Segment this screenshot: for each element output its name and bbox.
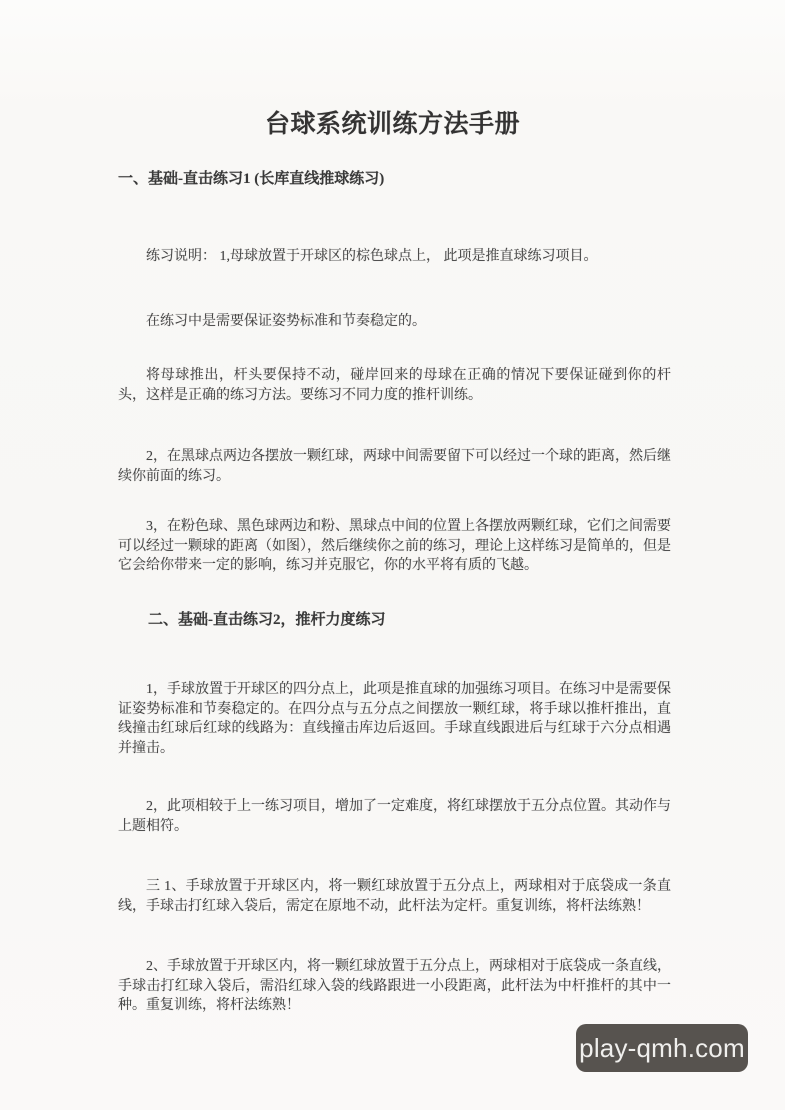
section-2-paragraph-1: 1，手球放置于开球区的四分点上，此项是推直球的加强练习项目。在练习中是需要保证姿势标准和节奏稳定的。在四分点与五分点之间摆放一颗红球，将手球以推杆推出，直线撞击红球后红球的线路为：直线撞击库边后返回。手球直线跟进后与红球于六分点相遇并撞击。	[118, 682, 671, 756]
section-1-paragraph-5: 3，在粉色球、黑色球两边和粉、黑球点中间的位置上各摆放两颗红球，它们之间需要可以经过一颗球的距离（如图），然后继续你之前的练习，理论上这样练习是简单的，但是它会给你带来一定的影响，练习并克服它，你的水平将有质的飞越。	[118, 519, 671, 573]
section-1-paragraph-1: 练习说明： 1,母球放置于开球区的棕色球点上， 此项是推直球练习项目。	[146, 249, 598, 264]
section-1-heading: 一、基础-直击练习1 (长库直线推球练习)	[118, 171, 385, 187]
section-2-paragraph-4: 2、手球放置于开球区内，将一颗红球放置于五分点上，两球相对于底袋成一条直线，手球击打红球入袋后，需沿红球入袋的线路跟进一小段距离，此杆法为中杆推杆的其中一种。重复训练，将杆法练熟！	[118, 959, 671, 1013]
section-1-paragraph-3: 将母球推出，杆头要保持不动，碰岸回来的母球在正确的情况下要保证碰到你的杆头，这样是正确的练习方法。要练习不同力度的推杆训练。	[118, 368, 671, 403]
section-1-paragraph-2: 在练习中是需要保证姿势标准和节奏稳定的。	[146, 314, 426, 329]
section-1-paragraph-4: 2，在黑球点两边各摆放一颗红球，两球中间需要留下可以经过一个球的距离，然后继续你前面的练习。	[118, 449, 671, 484]
watermark-badge: play-qmh.com	[576, 1024, 748, 1072]
section-2-paragraph-3: 三 1、手球放置于开球区内，将一颗红球放置于五分点上，两球相对于底袋成一条直线，手球击打红球入袋后，需定在原地不动，此杆法为定杆。重复训练，将杆法练熟！	[118, 879, 671, 914]
document-title: 台球系统训练方法手册	[264, 111, 520, 138]
section-2-paragraph-2: 2，此项相较于上一练习项目，增加了一定难度，将红球摆放于五分点位置。其动作与上题相符。	[118, 799, 671, 834]
section-2-heading: 二、基础-直击练习2，推杆力度练习	[148, 612, 386, 628]
